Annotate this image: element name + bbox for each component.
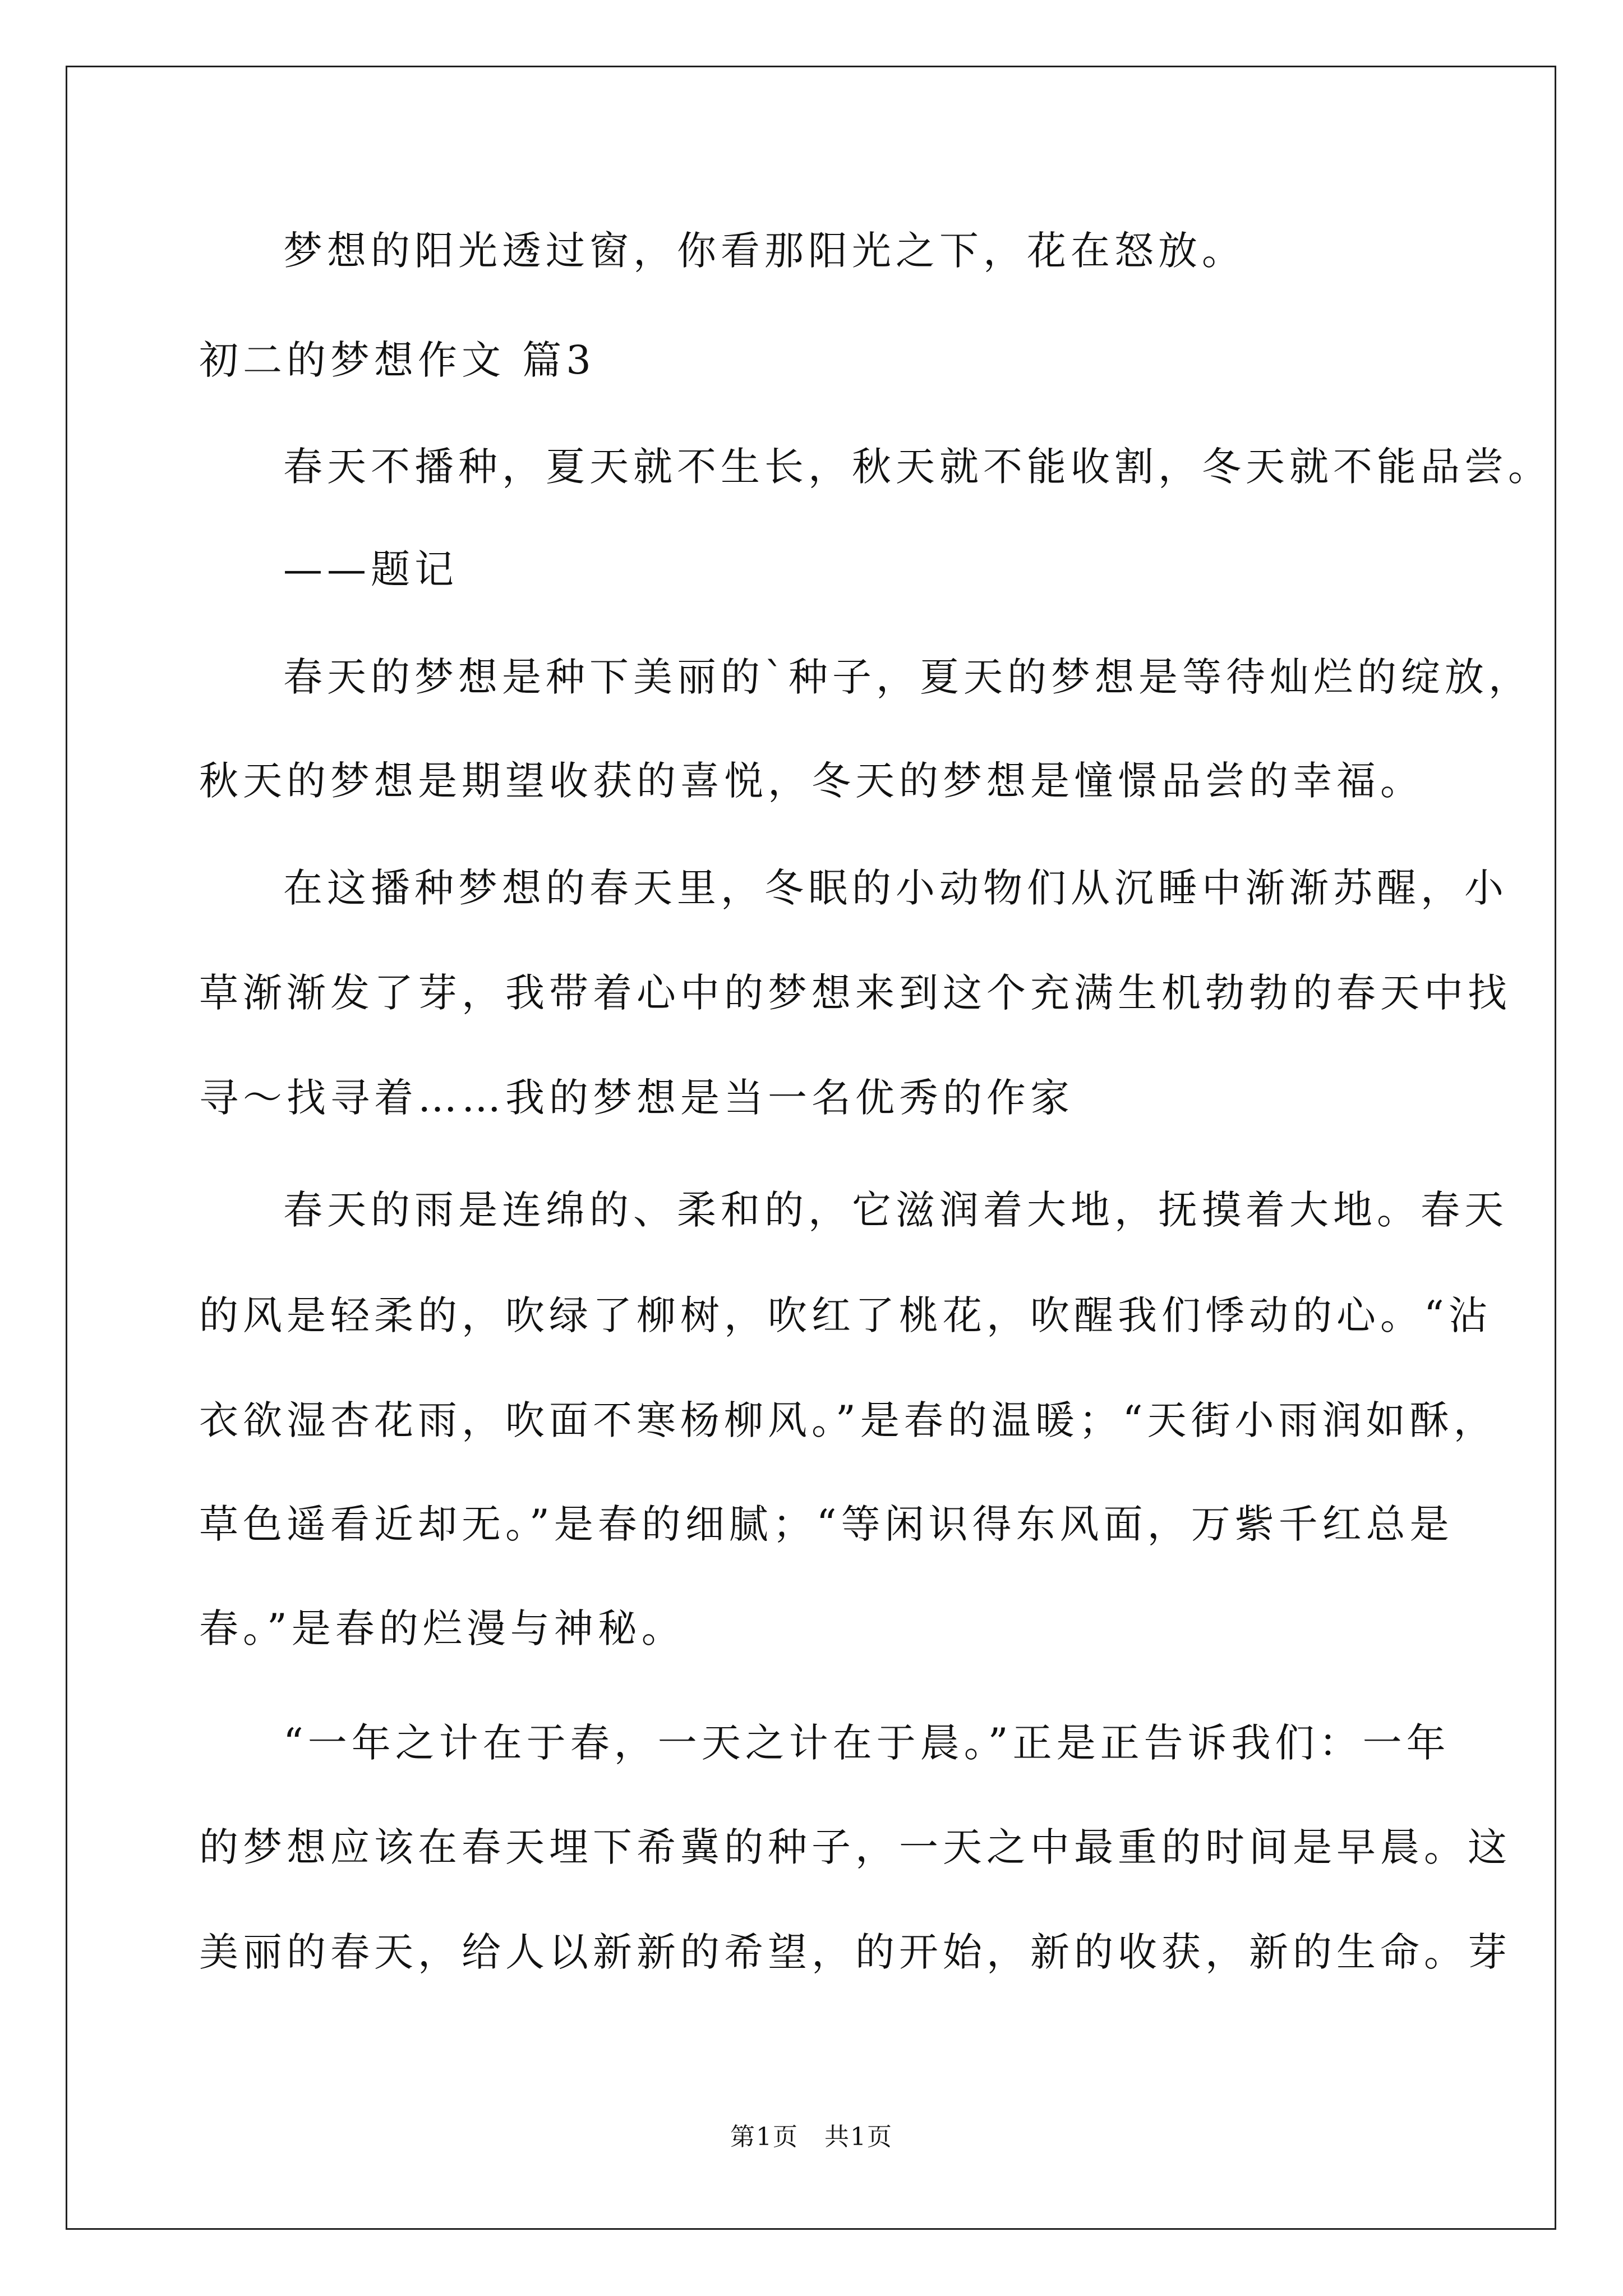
section-title: 初二的梦想作文 篇3 bbox=[199, 337, 596, 383]
paragraph-line: “一年之计在于春，一天之计在于晨。”正是正告诉我们：一年 bbox=[283, 1720, 1450, 1766]
page-border bbox=[66, 66, 1556, 2230]
paragraph-line: 衣欲湿杏花雨，吹面不寒杨柳风。”是春的温暖；“天街小雨润如酥， bbox=[199, 1397, 1497, 1443]
paragraph-line: 寻～找寻着……我的梦想是当一名优秀的作家 bbox=[199, 1075, 1074, 1121]
page-number-footer: 第1页 共1页 bbox=[730, 2123, 893, 2151]
epigraph-attribution: ——题记 bbox=[283, 546, 458, 592]
paragraph-line: 春天的雨是连绵的、柔和的，它滋润着大地，抚摸着大地。春天 bbox=[283, 1187, 1508, 1233]
paragraph-line: 秋天的梦想是期望收获的喜悦，冬天的梦想是憧憬品尝的幸福。 bbox=[199, 758, 1424, 804]
paragraph-line: 春天不播种，夏天就不生长，秋天就不能收割，冬天就不能品尝。 bbox=[283, 444, 1552, 490]
paragraph-line: 春。”是春的烂漫与神秘。 bbox=[199, 1605, 685, 1651]
paragraph-line: 的风是轻柔的，吹绿了柳树，吹红了桃花，吹醒我们悸动的心。“沾 bbox=[199, 1292, 1492, 1338]
paragraph-line: 春天的梦想是种下美丽的`种子，夏天的梦想是等待灿烂的绽放， bbox=[283, 654, 1532, 700]
paragraph-line: 草渐渐发了芽，我带着心中的梦想来到这个充满生机勃勃的春天中找 bbox=[199, 970, 1511, 1016]
paragraph-line: 梦想的阳光透过窗，你看那阳光之下，花在怒放。 bbox=[283, 228, 1246, 274]
paragraph-line: 草色遥看近却无。”是春的细腻；“等闲识得东风面，万紫千红总是 bbox=[199, 1501, 1454, 1547]
paragraph-line: 在这播种梦想的春天里，冬眠的小动物们从沉睡中渐渐苏醒，小 bbox=[283, 865, 1508, 911]
paragraph-line: 的梦想应该在春天埋下希冀的种子，一天之中最重的时间是早晨。这 bbox=[199, 1824, 1511, 1870]
paragraph-line: 美丽的春天，给人以新新的希望，的开始，新的收获，新的生命。芽 bbox=[199, 1929, 1511, 1975]
